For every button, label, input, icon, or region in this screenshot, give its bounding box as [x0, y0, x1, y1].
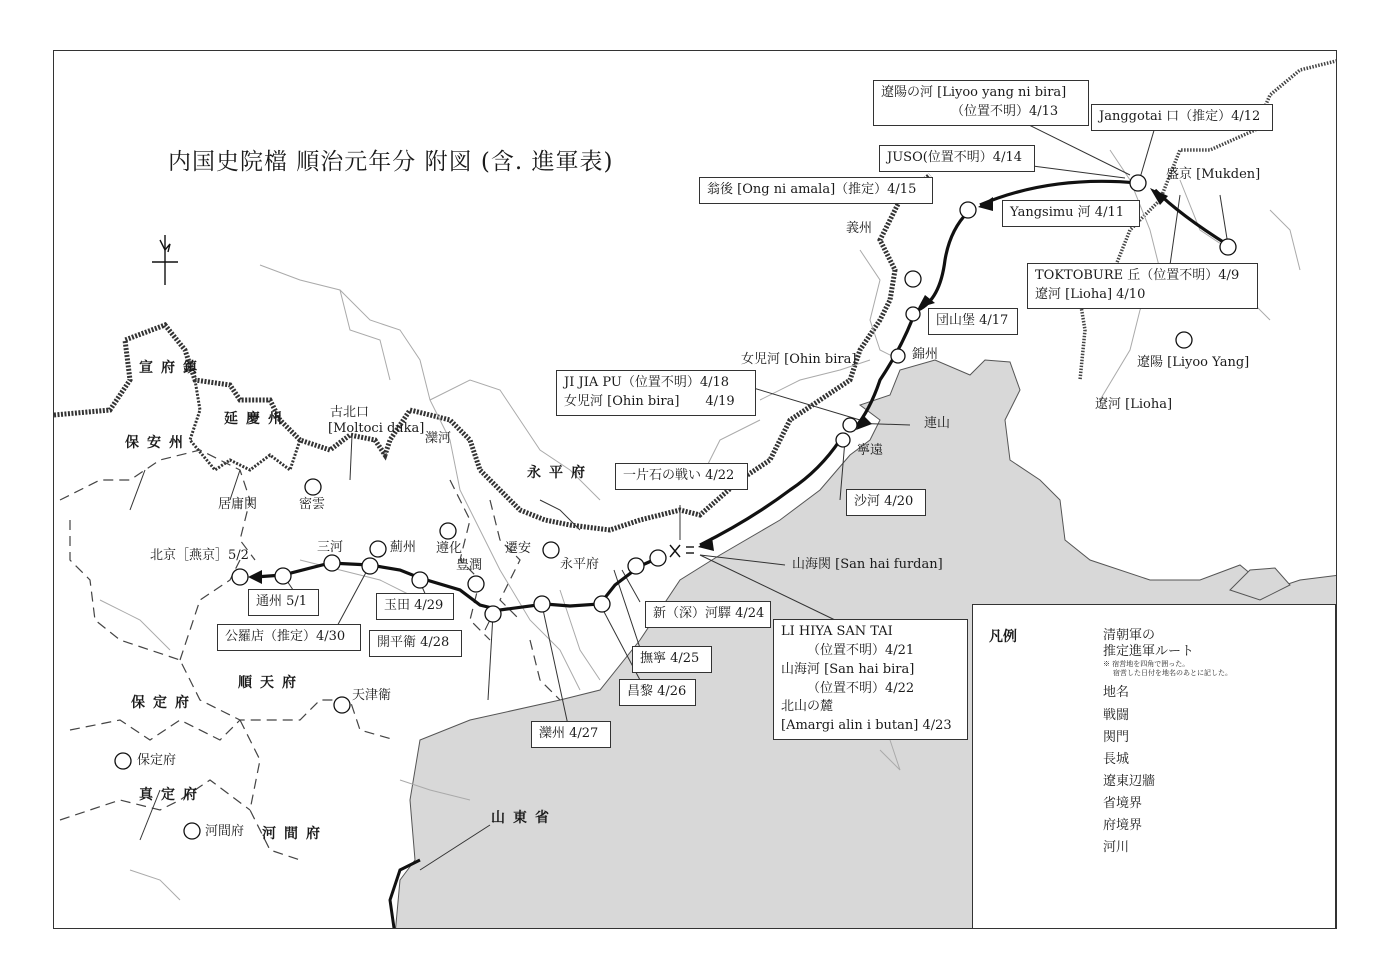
route-box-line: 撫寧 4/25 — [640, 651, 700, 666]
route-box-tongzhou — [248, 589, 319, 616]
route-box-li-hiya-san-tai — [773, 619, 968, 740]
place-label-luanhe: 灤河 — [425, 431, 452, 446]
route-box-funing — [632, 646, 712, 673]
place-label-hejianfu: 河間府 — [205, 824, 245, 839]
route-box-line: JI JIA PU（位置不明）4/18 — [564, 375, 730, 390]
route-box-changli — [619, 679, 696, 706]
route-box-xinhe-yi — [645, 601, 771, 628]
place-label-beijing: 北京［燕京］5/2 — [150, 548, 249, 563]
route-box-janggotai — [1091, 104, 1273, 131]
route-box-line: 通州 5/1 — [256, 594, 308, 609]
place-label-moltoci-duka: [Moltoci duka] — [328, 421, 425, 436]
legend-item-battle: 戦闘 — [1103, 708, 1130, 723]
north-arrow — [152, 235, 178, 285]
route-box-yipianshi-battle — [615, 463, 748, 490]
legend — [972, 604, 1336, 929]
legend-route-note-2: 宿営した日付を地名のあとに記した。 — [1113, 669, 1232, 677]
route-box-ong-ni-amala — [699, 177, 933, 204]
route-box-ji-jia-pu — [556, 370, 756, 416]
route-box-line: 遼河 [Lioha] 4/10 — [1035, 286, 1146, 302]
legend-item-great-wall: 長城 — [1103, 752, 1130, 767]
region-label-shandong: 山東省 — [491, 810, 557, 826]
place-label-ningyuan: 寧遠 — [857, 443, 884, 458]
route-box-line: LI HIYA SAN TAI — [781, 624, 893, 639]
place-label-lianshan: 連山 — [924, 416, 951, 431]
route-box-line: （位置不明）4/21 — [807, 642, 915, 658]
route-box-shahe — [846, 489, 926, 516]
legend-item-province-border: 省境界 — [1103, 796, 1143, 811]
region-label-baodingfu: 保定府 — [131, 695, 197, 711]
region-label-xuanfuzhen: 宣府鎮 — [139, 360, 205, 376]
map-title: 内国史院檔 順治元年分 附図 (含. 進軍表) — [168, 149, 614, 175]
place-label-juyongguan: 居庸関 — [218, 497, 258, 512]
route-box-line: 翁後 [Ong ni amala]（推定）4/15 — [707, 182, 917, 197]
region-label-baoanzhou: 保安州 — [125, 435, 191, 451]
route-box-line: 北山の麓 — [781, 699, 834, 715]
route-box-gongluodian — [217, 624, 361, 651]
place-label-liaoyang: 遼陽 [Liyoo Yang] — [1137, 355, 1250, 370]
place-label-baodingfu: 保定府 — [137, 753, 177, 768]
region-label-yongpingfu: 永平府 — [527, 465, 593, 481]
legend-item-river: 河川 — [1103, 840, 1130, 855]
route-box-line: Yangsimu 河 4/11 — [1010, 205, 1125, 220]
place-label-sanhe: 三河 — [317, 540, 344, 555]
legend-item-prefecture-border: 府境界 — [1103, 818, 1143, 833]
route-box-line: 沙河 4/20 — [854, 494, 914, 509]
route-box-luanzhou — [531, 721, 611, 748]
route-box-liyoo-yang-river — [873, 80, 1089, 126]
route-box-line: 新（深）河驛 4/24 — [653, 606, 765, 621]
route-box-kaipingwei — [369, 630, 462, 657]
place-label-shanhaiguan: 山海関 [San hai furdan] — [792, 557, 943, 572]
place-label-yongpingfu: 永平府 — [560, 557, 600, 572]
route-box-line: 遼陽の河 [Liyoo yang ni bira] — [881, 85, 1067, 100]
legend-item-palisade: 遼東辺牆 — [1103, 774, 1156, 789]
legend-route-label-2: 推定進軍ルート — [1103, 644, 1195, 659]
legend-route-label: 清朝軍の — [1103, 628, 1156, 643]
region-label-yanqingzhou: 延慶州 — [224, 411, 290, 427]
place-label-jinzhou: 錦州 — [912, 347, 939, 362]
route-box-juso — [879, 145, 1035, 172]
route-box-line: 開平衛 4/28 — [377, 635, 450, 650]
route-box-line: 団山堡 4/17 — [936, 313, 1009, 328]
route-box-line: 昌黎 4/26 — [627, 684, 687, 699]
place-label-yizhou: 義州 — [846, 221, 873, 236]
route-box-line: [Amargi alin i butan] 4/23 — [781, 718, 952, 734]
battle-gate-symbols — [670, 545, 694, 557]
route-box-yangsimu — [1002, 200, 1140, 227]
legend-item-gate: 関門 — [1103, 730, 1130, 745]
route-box-line: 灤州 4/27 — [539, 726, 599, 741]
place-label-miyun: 密雲 — [299, 497, 326, 512]
region-label-hejianfu: 河間府 — [262, 826, 328, 842]
route-box-line: 一片石の戦い 4/22 — [623, 468, 735, 483]
place-label-gubeikou: 古北口 — [330, 405, 370, 420]
place-label-fengrun: 豊潤 — [456, 558, 483, 573]
legend-route-note: ※ 宿営地を四角で囲った。 — [1103, 660, 1190, 668]
place-label-zunhua: 遵化 — [436, 541, 463, 556]
place-label-liaohe: 遼河 [Lioha] — [1095, 397, 1173, 412]
route-box-tuanshanbao — [928, 308, 1018, 335]
route-box-line: 玉田 4/29 — [384, 598, 444, 613]
route-box-line: （位置不明）4/22 — [807, 680, 915, 696]
region-label-shuntianfu: 順天府 — [238, 675, 304, 691]
route-box-line: JUSO(位置不明）4/14 — [887, 150, 1022, 165]
route-box-line: Janggotai 口（推定）4/12 — [1099, 109, 1261, 124]
route-box-line: 山海河 [San hai bira] — [781, 661, 915, 677]
legend-item-place: 地名 — [1103, 685, 1130, 700]
place-label-jizhou: 薊州 — [390, 540, 417, 555]
route-box-line: 女児河 [Ohin bira] 4/19 — [564, 393, 735, 409]
place-label-mukden: 盛京 [Mukden] — [1166, 167, 1261, 182]
legend-heading: 凡例 — [989, 629, 1017, 645]
route-box-line: TOKTOBURE 丘（位置不明）4/9 — [1035, 268, 1240, 283]
place-label-qianan: 遷安 — [505, 541, 532, 556]
place-label-ohin-bira: 女児河 [Ohin bira] — [741, 352, 857, 367]
route-box-toktobure — [1027, 263, 1258, 309]
route-box-line: （位置不明）4/13 — [951, 103, 1059, 119]
place-label-tianjinwei: 天津衛 — [352, 688, 392, 703]
route-box-yutian — [376, 593, 454, 620]
region-label-zhendingfu: 真定府 — [139, 787, 205, 803]
route-box-line: 公羅店（推定）4/30 — [225, 629, 346, 644]
